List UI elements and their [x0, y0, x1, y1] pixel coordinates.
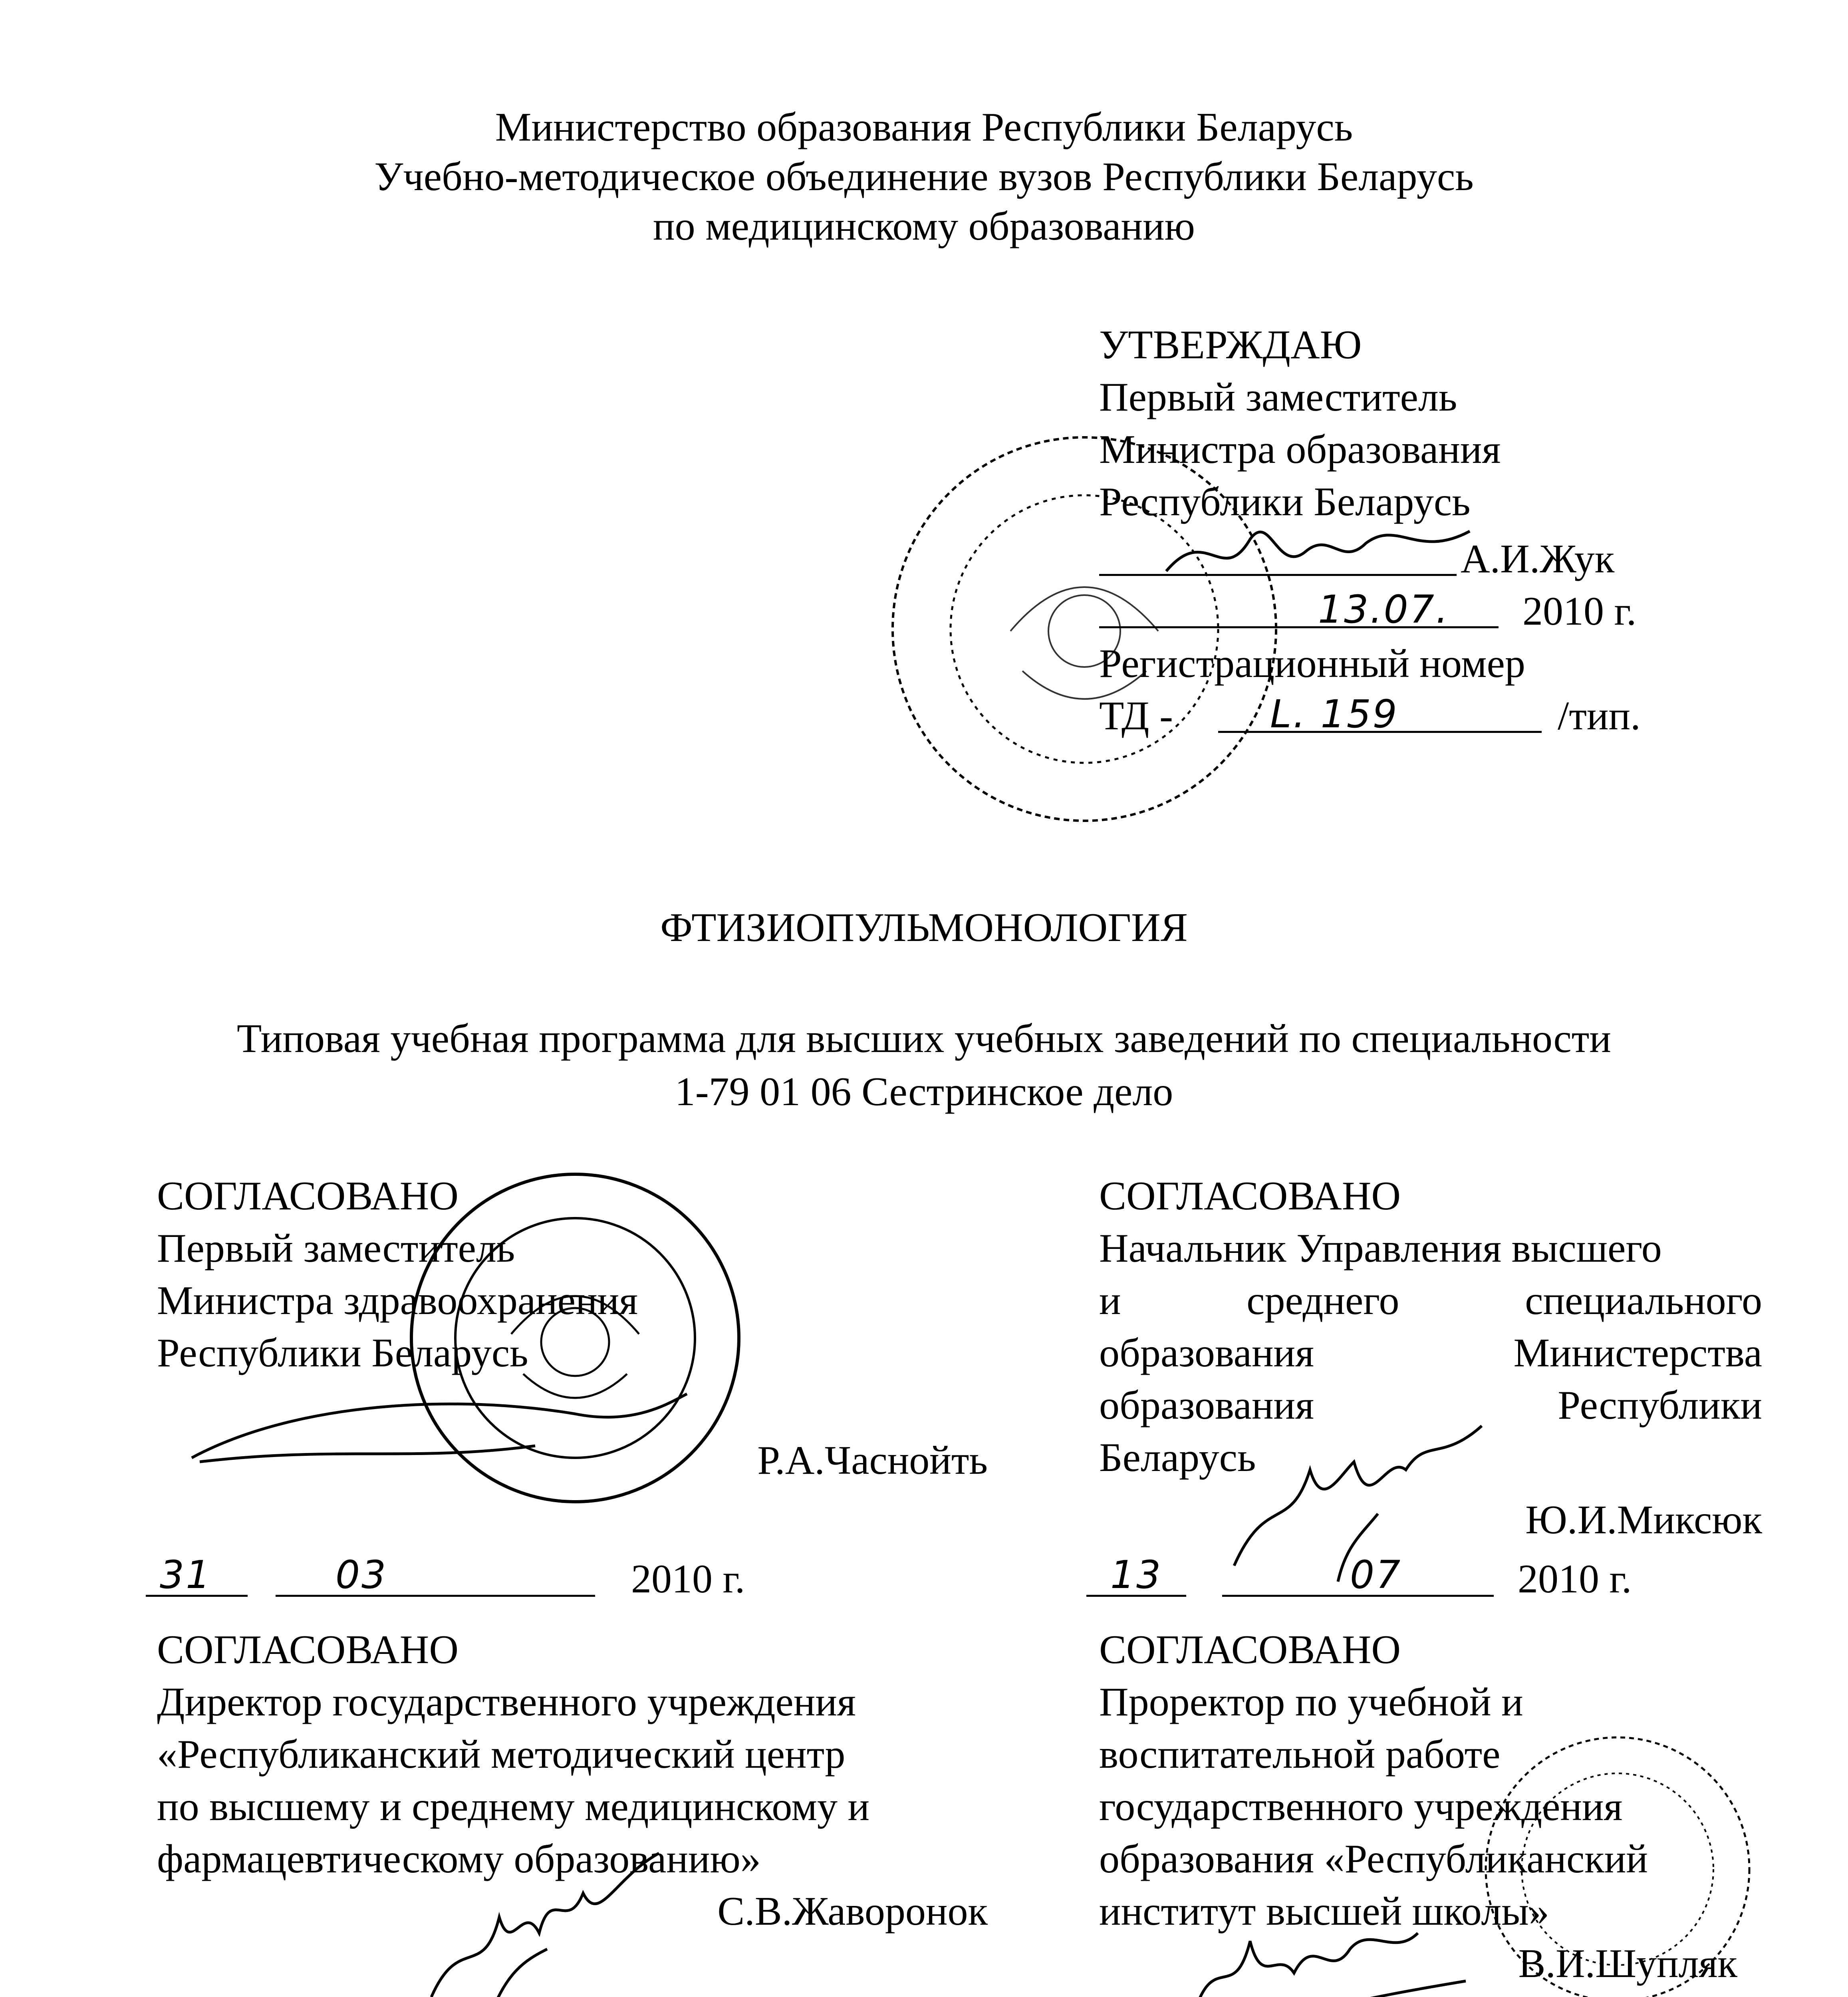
reg-prefix: ТД - — [1099, 693, 1173, 738]
agreed-4-heading: СОГЛАСОВАНО — [1099, 1627, 1401, 1672]
agreed-1-signer: Р.А.Часнойть — [757, 1438, 988, 1483]
approve-year: 2010 г. — [1522, 589, 1637, 634]
reg-number-hw: L. 159 — [1270, 692, 1399, 736]
agreed-1-line-2: Министра здравоохранения — [157, 1278, 638, 1323]
agreed-2-line-3-b: Министерства — [1513, 1330, 1762, 1376]
approve-signer: А.И.Жук — [1461, 536, 1615, 582]
document-title: ФТИЗИОПУЛЬМОНОЛОГИЯ — [660, 905, 1188, 950]
agreed-1-month-line — [276, 1595, 595, 1597]
agreed-1-heading: СОГЛАСОВАНО — [157, 1173, 459, 1219]
agreed-4-signer: В.И.Шупляк — [1518, 1941, 1737, 1986]
agreed-2-month-hw: 07 — [1350, 1552, 1402, 1597]
specialty-line: 1-79 01 06 Сестринское дело — [675, 1069, 1173, 1114]
agreed-3-line-4: фармацевтическому образованию» — [157, 1836, 761, 1882]
approve-heading: УТВЕРЖДАЮ — [1099, 322, 1362, 367]
agreed-2-line-5: Беларусь — [1099, 1435, 1256, 1480]
approve-date-hw: 13.07. — [1318, 587, 1450, 632]
ministry-title: Министерство образования Республики Беларусь — [495, 105, 1353, 150]
agreed-3-line-1: Директор государственного учреждения — [157, 1679, 856, 1725]
approve-position-3: Республики Беларусь — [1099, 479, 1471, 524]
agreed-4-line-5: институт высшей школы» — [1099, 1889, 1549, 1934]
agreed-2-line-3-a: образования — [1099, 1330, 1314, 1376]
approve-signature — [1158, 515, 1478, 587]
agreed-2-line-1: Начальник Управления высшего — [1099, 1226, 1662, 1271]
agreed-3-line-2: «Республиканский методический центр — [157, 1732, 846, 1777]
umo-title: Учебно-методическое объединение вузов Республики Беларусь — [374, 154, 1474, 199]
agreed-3-signer: С.В.Жаворонок — [717, 1889, 988, 1934]
agreed-1-line-1: Первый заместитель — [157, 1226, 515, 1271]
agreed-2-line-2-b: среднего — [1247, 1278, 1399, 1323]
agreed-1-month-hw: 03 — [335, 1552, 388, 1597]
approve-position-2: Министра образования — [1099, 427, 1501, 472]
agreed-4-line-2: воспитательной работе — [1099, 1732, 1501, 1777]
agreed-2-line-2-c: специального — [1525, 1278, 1762, 1323]
approve-position-1: Первый заместитель — [1099, 375, 1457, 420]
agreed-1-day-hw: 31 — [160, 1552, 212, 1597]
agreed-4-line-1: Проректор по учебной и — [1099, 1679, 1523, 1725]
agreed-2-line-2 — [1099, 1280, 1762, 1321]
agreed-2-signer: Ю.И.Миксюк — [1525, 1497, 1762, 1542]
program-description: Типовая учебная программа для высших учебных заведений по специальности — [237, 1016, 1611, 1061]
agreed-2-heading: СОГЛАСОВАНО — [1099, 1173, 1401, 1219]
agreed-2-day-hw: 13 — [1110, 1552, 1163, 1597]
umo-subtitle: по медицинскому образованию — [653, 204, 1195, 249]
reg-suffix: /тип. — [1558, 693, 1641, 738]
reg-number-label: Регистрационный номер — [1099, 641, 1525, 686]
agreed-4-line-4: образования «Республиканский — [1099, 1836, 1648, 1882]
agreed-2-line-4-b: Республики — [1558, 1383, 1762, 1428]
agreed-2-line-4-a: образования — [1099, 1383, 1314, 1428]
agreed-1-line-3: Республики Беларусь — [157, 1330, 528, 1376]
agreed-3-heading: СОГЛАСОВАНО — [157, 1627, 459, 1672]
agreed-1-year: 2010 г. — [631, 1556, 745, 1602]
agreed-3-line-3: по высшему и среднему медицинскому и — [157, 1784, 870, 1829]
agreed-2-line-2-a: и — [1099, 1278, 1121, 1323]
agreed-2-year: 2010 г. — [1518, 1556, 1632, 1602]
agreed-2-line-3 — [1099, 1330, 1762, 1376]
agreed-4-line-3: государственного учреждения — [1099, 1784, 1623, 1829]
